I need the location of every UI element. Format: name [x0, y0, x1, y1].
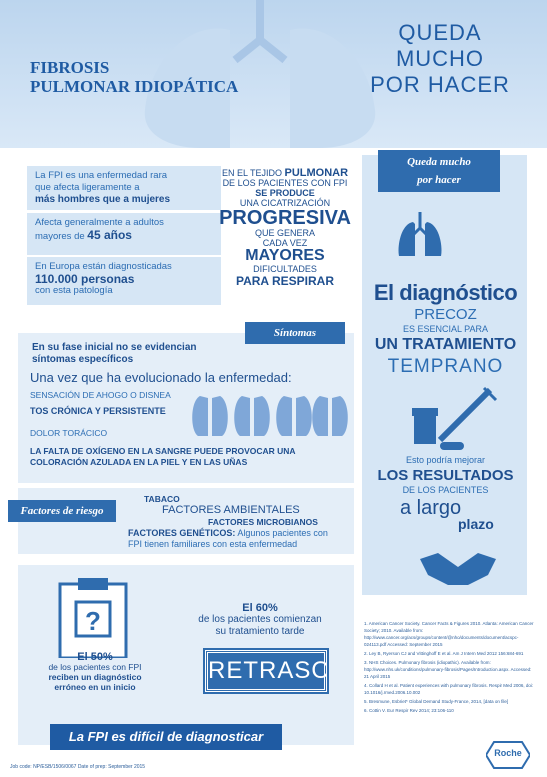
risk-tag: Factores de riesgo	[8, 500, 116, 522]
sidebar-mejorar-2: LOS RESULTADOS	[377, 467, 514, 484]
pct60-line-3: su tratamiento tarde	[215, 626, 305, 637]
sidebar-precoz: PRECOZ	[414, 306, 477, 323]
reference-item: 4. Collard H et al. Patient experiences with pulmonary fibrosis. Respir Med 2006, doi: 10.1016/j.rmed.2006.10.002	[364, 683, 534, 695]
symptom-2: TOS CRÓNICA Y PERSISTENTE	[30, 406, 166, 416]
svg-text:?: ?	[85, 606, 101, 636]
slogan-line-3: POR HACER	[370, 72, 510, 97]
tissue-statement	[210, 168, 360, 288]
fact-1-line-2: que afecta ligeramente a	[35, 182, 140, 193]
sidebar-mejorar-3: DE LOS PACIENTES	[402, 485, 489, 495]
pct50-line-3: reciben un diagnóstico	[48, 672, 142, 682]
diagnosis-60	[190, 602, 330, 638]
pct50-line-2: de los pacientes con FPI	[48, 662, 142, 672]
roche-logo	[486, 740, 530, 770]
sidebar-alargo-2: plazo	[458, 516, 494, 532]
tissue-l3: SE PRODUCE	[255, 188, 315, 198]
fact-3-line-3: con esta patología	[35, 285, 113, 296]
risk-4a: FACTORES GENÉTICOS:	[128, 528, 236, 538]
fact-2-line-1: Afecta generalmente a adultos	[35, 217, 164, 228]
fact-1-line-1: La FPI es una enfermedad rara	[35, 170, 168, 181]
symptom-4a: LA FALTA DE OXÍGENO EN LA SANGRE PUEDE PROVOCAR UNA	[30, 446, 296, 456]
lungs-row-icon	[190, 386, 350, 442]
pct60-line-2: de los pacientes comienzan	[198, 614, 322, 625]
page-title	[30, 58, 238, 96]
sidebar-esencial: ES ESENCIAL PARA	[402, 324, 489, 334]
sidebar-temprano: TEMPRANO	[387, 356, 504, 377]
pct50-line-4: erróneo en un inicio	[54, 682, 136, 692]
tissue-l10: PARA RESPIRAR	[235, 274, 334, 288]
references-list	[364, 620, 534, 716]
title-line-1: FIBROSIS	[30, 58, 110, 77]
pct50-value: El 50%	[77, 651, 113, 663]
sidebar-tag-line-2: por hacer	[417, 174, 461, 186]
footer-job-code: Job code: NP/ESB/1506/0067 Date of prep: September 2015	[10, 764, 146, 770]
sidebar-diagnostico: El diagnóstico	[373, 280, 518, 305]
reference-item: 5. Bresmune, Esbriet* Global Demand Study-France, 2014, [data on file]	[364, 699, 509, 704]
sidebar-mejorar-1: Esto podría mejorar	[405, 455, 486, 465]
diagnosis-50	[30, 652, 160, 692]
symptom-4	[30, 446, 296, 468]
tissue-l6: QUE GENERA	[254, 228, 315, 238]
risk-3: FACTORES MICROBIANOS	[208, 517, 318, 527]
risk-4c: FPI tienen familiares con esta enfermedad	[128, 539, 298, 549]
tissue-l4: UNA CICATRIZACIÓN	[239, 198, 331, 208]
slogan	[355, 20, 525, 98]
roche-logo-text: Roche	[494, 748, 522, 758]
retraso-badge: RETRASO	[205, 650, 327, 692]
slogan-line-2: MUCHO	[395, 46, 485, 71]
sidebar-alargo-1: a largo	[400, 497, 462, 519]
sidebar-tratamiento: UN TRATAMIENTO	[374, 336, 517, 353]
fact-box-rare	[27, 166, 221, 210]
symptoms-intro-1: En su fase inicial no se evidencian	[32, 342, 197, 353]
fact-2-line-2: mayores de	[35, 231, 85, 242]
risk-4b: Algunos pacientes con	[237, 528, 328, 538]
sidebar-tag-line-1: Queda mucho	[407, 156, 471, 168]
tissue-l5: PROGRESIVA	[219, 207, 351, 229]
tissue-l8: MAYORES	[245, 247, 325, 264]
risk-2: FACTORES AMBIENTALES	[162, 504, 300, 516]
title-line-2: PULMONAR IDIOPÁTICA	[30, 77, 239, 96]
tissue-l2: DE LOS PACIENTES CON FPI	[222, 178, 348, 188]
fact-3-value: 110.000 personas	[35, 272, 135, 286]
sidebar-tag	[378, 150, 500, 192]
symptoms-evolved: Una vez que ha evolucionado la enfermedad:	[30, 370, 292, 385]
tissue-l1b: PULMONAR	[284, 167, 349, 179]
symptom-4b: COLORACIÓN AZULADA EN LA PIEL Y EN LAS UÑAS	[30, 457, 248, 467]
fact-box-europe	[27, 257, 221, 305]
diagnosis-banner: La FPI es difícil de diagnosticar	[50, 724, 282, 750]
pct60-value: El 60%	[242, 602, 278, 614]
reference-item: 2. Ley B, Ryerson CJ and Vittinghoff E et al. Am J Intern Med 2012 156:684-691	[364, 651, 524, 656]
symptoms-tag: Síntomas	[245, 322, 345, 344]
fact-box-age	[27, 213, 221, 255]
symptom-3: DOLOR TORÁCICO	[30, 428, 108, 438]
medicine-icon	[410, 384, 500, 452]
tissue-l7: CADA VEZ	[262, 238, 308, 248]
symptom-1: SENSACIÓN DE AHOGO O DISNEA	[30, 390, 171, 400]
tissue-l1: EN EL TEJIDO	[221, 168, 282, 178]
fact-1-line-3: más hombres que a mujeres	[35, 194, 171, 205]
fact-3-line-1: En Europa están diagnosticadas	[35, 261, 172, 272]
slogan-line-1: QUEDA	[398, 20, 482, 45]
risk-4	[128, 528, 328, 550]
reference-item: 3. NHS Choices. Pulmonary fibrosis (idiopathic). Available from: http://www.nhs.uk/conditions/pulmonary-fibrosis/Pages/Introduction.aspx. Accessed: 21 April 2015	[364, 660, 532, 679]
handshake-icon	[418, 545, 498, 589]
reference-item: 1. American Cancer Society. Cancer Facts & Figures 2010. Atlanta: American Cancer Society; 2010. Available from: http://www.cancer.org/acs/groups/content/@nho/documents/document/acspc-024113.pdf Accessed: September 2015	[364, 621, 534, 647]
reference-item: 6. Cottin V. Eur Respir Rev 2014; 23:106-110	[364, 708, 454, 713]
clipboard-question-icon	[38, 578, 148, 658]
symptoms-intro	[32, 342, 197, 366]
symptoms-intro-2: síntomas específicos	[32, 354, 134, 365]
risk-1: TABACO	[144, 494, 180, 504]
fact-2-value: 45 años	[87, 228, 132, 242]
lungs-icon	[395, 210, 445, 260]
tissue-l9: DIFICULTADES	[253, 264, 317, 274]
